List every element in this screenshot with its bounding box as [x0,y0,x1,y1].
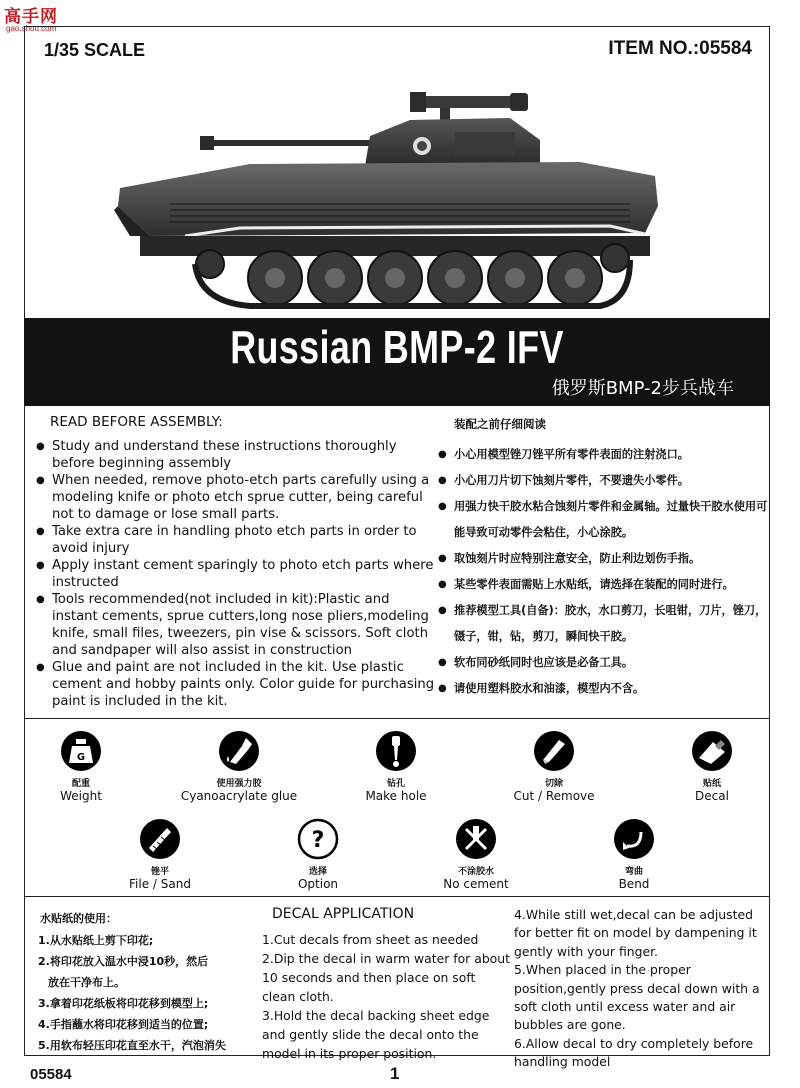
list-item: 2.Dip the decal in warm water for about 10 seconds and then place on soft clean cloth. [262,951,510,1004]
symbol-en-label: Cyanoacrylate glue [180,789,298,803]
symbol-cn-label: 弯曲 [624,867,643,877]
symbol-cn-label: 配重 [71,779,90,789]
svg-text:?: ? [311,828,325,853]
watermark-url: gao.shou.com [6,24,57,33]
symbol-cn-label: 不涂胶水 [457,867,494,877]
decal-icon [691,730,733,772]
symbol-glue [169,730,309,803]
list-item: ● 软布同砂纸同时也应该是必备工具。 [438,650,768,676]
list-item: 5.When placed in the proper position,gently press decal down with a soft cloth until excess water and air bubbles are gone. [514,962,760,1033]
glue-icon [218,730,260,772]
decal-cn-heading: 水贴纸的使用： [40,912,117,925]
list-item: 1.Cut decals from sheet as needed [262,932,479,947]
list-item: 6.Allow decal to dry completely before handling model [514,1035,754,1070]
page-title: Russian BMP-2 IFV [230,321,564,373]
decal-section [24,898,770,1070]
cn-instructions-heading: 装配之前仔细阅读 [454,417,546,431]
list-item: ● 用强力快干胶水粘合蚀刻片零件和金属轴。过量快干胶水使用可能导致可动零件会粘住，小心涂胶。 [438,494,768,546]
symbol-en-label: Option [297,877,339,891]
symbol-en-label: Weight [60,789,102,803]
list-item: 4.While still wet,decal can be adjusted for better fit on model by dampening it gently with your finger. [514,907,757,959]
title-banner [24,318,770,406]
list-item: ● When needed, remove photo-etch parts carefully using a modeling knife or photo etch sprue cutter, being careful not to damage or lose small parts. [36,472,436,523]
en-instructions-heading: READ BEFORE ASSEMBLY: [50,414,223,430]
footer-item-number: 05584 [30,1066,72,1083]
assembly-instructions [24,410,770,719]
list-item: 放在干净布上。 [48,976,125,989]
list-item: ● Study and understand these instructions thoroughly before beginning assembly [36,438,436,472]
symbol-cn-label: 贴纸 [702,779,721,789]
symbol-legend [24,720,770,897]
symbol-cn-label: 使用强力胶 [216,779,262,789]
symbol-en-label: No cement [443,877,509,891]
decal-cn-list [38,930,268,1056]
list-item: ● 请使用塑料胶水和油漆，模型内不含。 [438,676,768,702]
svg-text:G: G [76,752,86,763]
symbol-weight [11,730,151,803]
list-item: 2.将印花放入温水中浸10秒，然后 [38,955,209,968]
weight-icon [60,730,102,772]
list-item: 1.从水贴纸上剪下印花; [38,934,154,947]
list-item: ● 小心用模型锉刀锉平所有零件表面的注射浇口。 [438,442,768,468]
watermark-text: 高手网 [4,7,58,26]
no-cement-icon [455,818,497,860]
symbol-en-label: Bend [618,877,650,891]
list-item: ● Tools recommended(not included in kit):Plastic and instant cements, sprue cutters,long nose pliers,modeling knife, small files, tweezers, pin vise & scissors. Soft cloth and sandpaper will also assist in construction [36,591,436,659]
list-item: 3.拿着印花纸板将印花移到模型上; [38,997,209,1010]
tank-illustration [110,88,670,313]
list-item: 5.用软布轻压印花直至水干，汽泡消失 [38,1039,226,1052]
list-item: 4.手指蘸水将印花移到适当的位置; [38,1018,209,1031]
page-subtitle-chinese: 俄罗斯BMP-2步兵战车 [551,378,734,399]
drill-icon [375,730,417,772]
item-number: ITEM NO.:05584 [608,38,752,59]
symbol-cn-label: 切除 [544,779,563,789]
decal-en-heading: DECAL APPLICATION [272,906,415,922]
question-icon [297,818,339,860]
symbol-en-label: Make hole [365,789,427,803]
list-item: ● 推荐模型工具(自备)：胶水，水口剪刀，长咀钳，刀片，锉刀，镊子，钳，钻，剪刀，瞬间快干胶。 [438,598,768,650]
list-item: ● Apply instant cement sparingly to photo etch parts where instructed [36,557,436,591]
symbol-decal [642,730,782,803]
decal-en-list-continued [514,906,769,1072]
page-number: 1 [390,1064,400,1083]
symbol-file [90,818,230,891]
symbol-drill [326,730,466,803]
list-item: ● Take extra care in handling photo etch parts in order to avoid injury [36,523,436,557]
list-item: ● 取蚀刻片时应特别注意安全，防止利边划伤手指。 [438,546,768,572]
symbol-cn-label: 选择 [308,867,327,877]
list-item: 3.Hold the decal backing sheet edge and gently slide the decal onto the model in its proper position. [262,1008,490,1061]
cut-icon [533,730,575,772]
symbol-option [248,818,388,891]
symbol-cn-label: 钻孔 [386,779,405,789]
decal-en-list [262,930,512,1063]
symbol-no-cement [406,818,546,891]
scale-label: 1/35 SCALE [44,40,146,60]
en-instructions-list [36,438,436,710]
file-icon [139,818,181,860]
cn-instructions-list [438,442,768,702]
symbol-en-label: File / Sand [129,877,191,891]
symbol-en-label: Cut / Remove [513,789,595,803]
symbol-cn-label: 锉平 [150,867,169,877]
list-item: ● 小心用刀片切下蚀刻片零件，不要遗失小零件。 [438,468,768,494]
symbol-en-label: Decal [695,789,729,803]
bend-icon [613,818,655,860]
symbol-cut [484,730,624,803]
list-item: ● Glue and paint are not included in the kit. Use plastic cement and hobby paints only. Color guide for purchasing paint is included in the kit. [36,659,436,710]
list-item: ● 某些零件表面需贴上水贴纸，请选择在装配的同时进行。 [438,572,768,598]
symbol-bend [564,818,704,891]
